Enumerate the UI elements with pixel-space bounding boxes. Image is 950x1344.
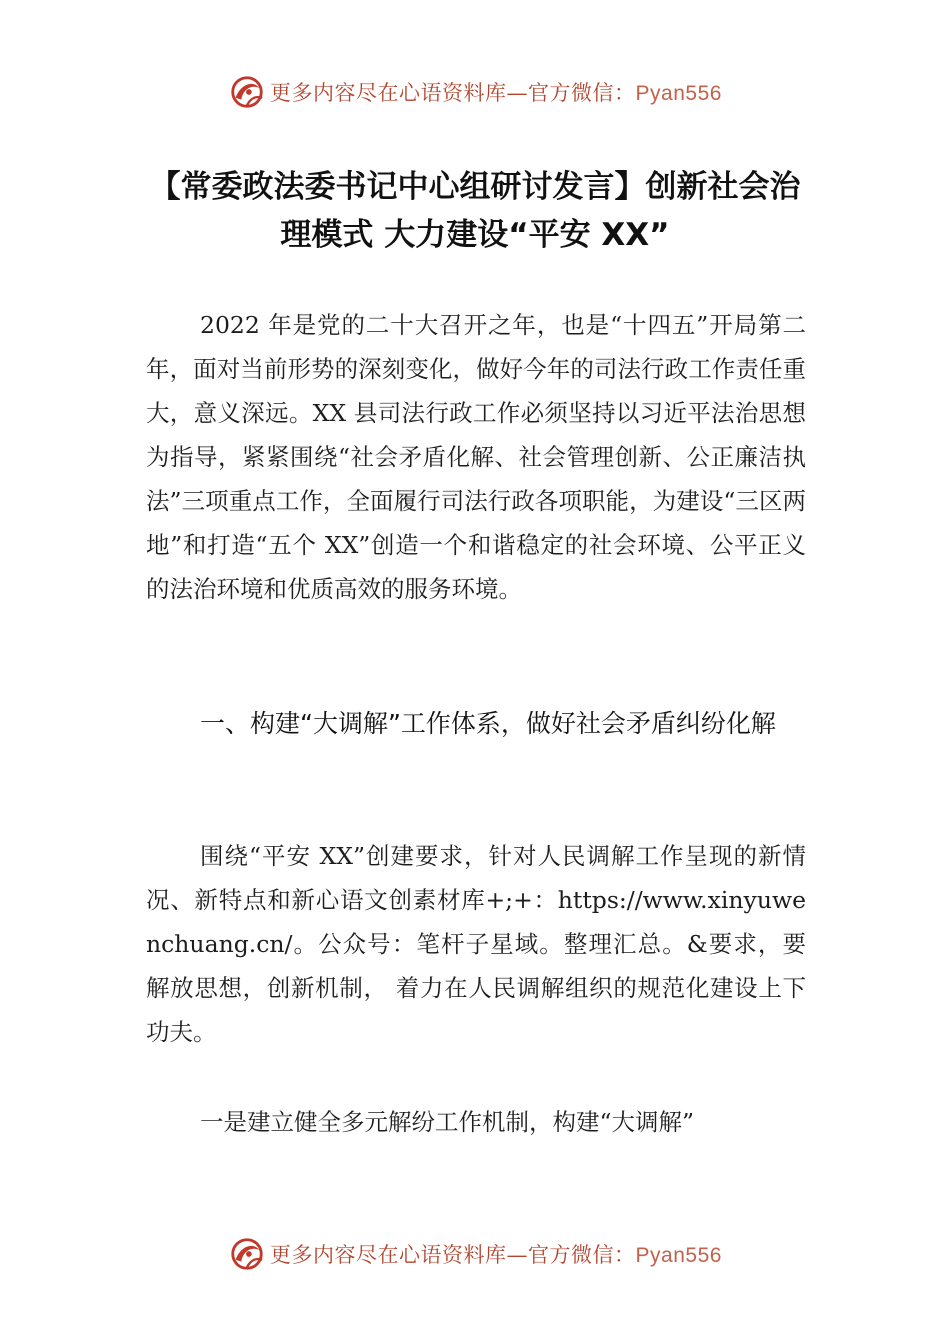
section-heading-1: 一、构建“大调解”工作体系，做好社会矛盾纠纷化解 <box>200 709 776 738</box>
banner-text <box>270 77 722 107</box>
banner-wechat-id: Pyan556 <box>635 82 722 105</box>
banner-wechat-id: Pyan556 <box>635 1244 722 1267</box>
banner-text <box>270 1239 722 1269</box>
document-title: 【常委政法委书记中心组研讨发言】创新社会治理模式 大力建设“平安 XX” <box>149 169 801 253</box>
footer-watermark-banner <box>0 1232 950 1276</box>
red-swirl-logo-icon <box>228 73 266 111</box>
banner-text-cn: 更多内容尽在心语资料库—官方微信： <box>270 81 636 105</box>
header-watermark-banner <box>0 70 950 114</box>
paragraph-mediation: 围绕“平安 XX”创建要求，针对人民调解工作呈现的新情况、新特点和新心语文创素材库+;+：https://www.xinyuwenchuang.cn/。公众号：笔杆子星域。整理汇总。&要求，要解放思想，创新机制， 着力在人民调解组织的规范化建设上下功夫。 <box>146 842 806 1046</box>
paragraph-intro: 2022 年是党的二十大召开之年，也是“十四五”开局第二年，面对当前形势的深刻变化，做好今年的司法行政工作责任重大，意义深远。XX 县司法行政工作必须坚持以习近平法治思想为指导，紧紧围绕“社会矛盾化解、社会管理创新、公正廉洁执法”三项重点工作，全面履行司法行政各项职能，为建设“三区两地”和打造“五个 XX”创造一个和谐稳定的社会环境、公平正义的法治环境和优质高效的服务环境。 <box>146 311 806 603</box>
banner-text-cn: 更多内容尽在心语资料库—官方微信： <box>270 1243 636 1267</box>
paragraph-first-point: 一是建立健全多元解纷工作机制，构建“大调解” <box>200 1108 695 1136</box>
red-swirl-logo-icon <box>228 1235 266 1273</box>
